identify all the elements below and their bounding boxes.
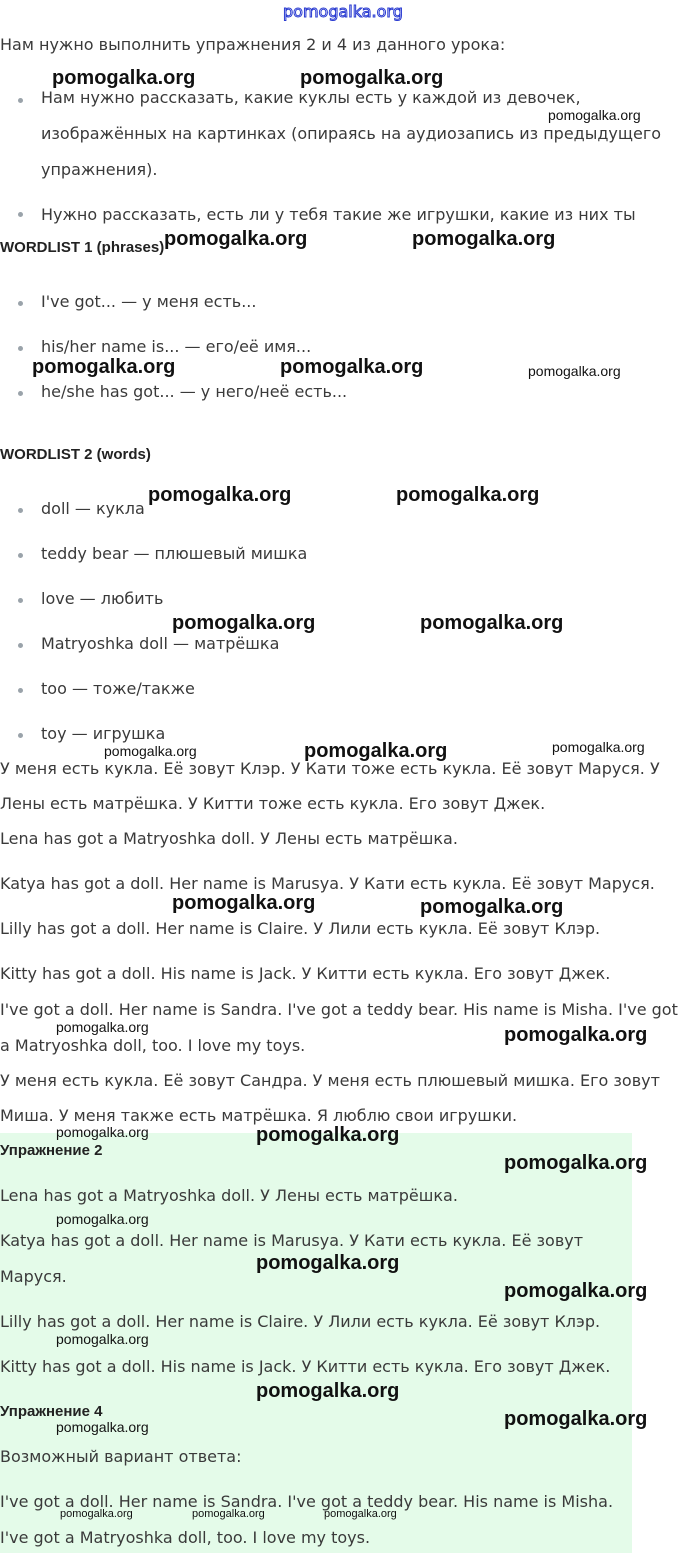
task-line: изображённых на картинках (опираясь на аудиозапись из предыдущего <box>41 124 662 143</box>
wordlist2-item: love — любить <box>41 589 164 608</box>
body-line: I've got a doll. Her name is Sandra. I've got a teddy bear. His name is Misha. I've got <box>0 1000 678 1019</box>
watermark: pomogalka.org <box>552 739 645 755</box>
body-line: Миша. У меня также есть матрёшка. Я люблю свои игрушки. <box>0 1106 518 1125</box>
bullet-icon <box>18 688 23 693</box>
exercise-4-line: Возможный вариант ответа: <box>0 1447 242 1466</box>
watermark: pomogalka.org <box>280 356 424 378</box>
wordlist2-item: teddy bear — плюшевый мишка <box>41 544 308 563</box>
watermark: pomogalka.org <box>56 1124 149 1140</box>
task-line: Нам нужно рассказать, какие куклы есть у каждой из девочек, <box>41 88 581 107</box>
wordlist2-item: Matryoshka doll — матрёшка <box>41 634 280 653</box>
watermark: pomogalka.org <box>528 363 621 379</box>
watermark: pomogalka.org <box>412 228 556 250</box>
bullet-icon <box>18 508 23 513</box>
body-line: Лены есть матрёшка. У Китти тоже есть кукла. Его зовут Джек. <box>0 794 546 813</box>
watermark: pomogalka.org <box>164 228 308 250</box>
bullet-icon <box>18 391 23 396</box>
body-line: a Matryoshka doll, too. I love my toys. <box>0 1036 306 1055</box>
watermark: pomogalka.org <box>56 1331 149 1347</box>
bullet-icon <box>18 212 23 217</box>
body-line: Kitty has got a doll. His name is Jack. У Китти есть кукла. Его зовут Джек. <box>0 964 611 983</box>
bullet-icon <box>18 598 23 603</box>
body-line: Lena has got a Matryoshka doll. У Лены есть матрёшка. <box>0 829 458 848</box>
watermark: pomogalka.org <box>504 1280 648 1302</box>
wordlist1-item: his/her name is... — его/её имя... <box>41 337 312 356</box>
exercise-4-title: Упражнение 4 <box>0 1403 103 1420</box>
watermark: pomogalka.org <box>420 612 564 634</box>
watermark: pomogalka.org <box>56 1211 149 1227</box>
intro-text: Нам нужно выполнить упражнения 2 и 4 из данного урока: <box>0 35 506 54</box>
wordlist1-item: he/she has got... — у него/неё есть... <box>41 382 348 401</box>
watermark: pomogalka.org <box>504 1024 648 1046</box>
watermark: pomogalka.org <box>256 1252 400 1274</box>
watermark: pomogalka.org <box>148 484 292 506</box>
watermark: pomogalka.org <box>256 1380 400 1402</box>
exercise-4-line: I've got a Matryoshka doll, too. I love my toys. <box>0 1528 371 1547</box>
watermark: pomogalka.org <box>56 1419 149 1435</box>
watermark: pomogalka.org <box>324 1508 397 1520</box>
wordlist2-item: toy — игрушка <box>41 724 166 743</box>
bullet-icon <box>18 643 23 648</box>
watermark: pomogalka.org <box>548 107 641 123</box>
bullet-icon <box>18 98 23 103</box>
body-line: У меня есть кукла. Её зовут Клэр. У Кати тоже есть кукла. Её зовут Маруся. У <box>0 759 660 778</box>
watermark: pomogalka.org <box>504 1152 648 1174</box>
wordlist1-title: WORDLIST 1 (phrases) <box>0 239 165 256</box>
watermark: pomogalka.org <box>104 743 197 759</box>
task-line: упражнения). <box>41 160 158 179</box>
watermark: pomogalka.org <box>56 1019 149 1035</box>
watermark: pomogalka.org <box>52 67 196 89</box>
bullet-icon <box>18 733 23 738</box>
watermark: pomogalka.org <box>172 892 316 914</box>
bullet-icon <box>18 553 23 558</box>
watermark: pomogalka.org <box>192 1508 265 1520</box>
watermark: pomogalka.org <box>300 67 444 89</box>
watermark: pomogalka.org <box>420 896 564 918</box>
exercise-2-line: Lilly has got a doll. Her name is Claire. У Лили есть кукла. Её зовут Клэр. <box>0 1312 601 1331</box>
watermark: pomogalka.org <box>504 1408 648 1430</box>
wordlist2-item: doll — кукла <box>41 499 145 518</box>
task-line: Нужно рассказать, есть ли у тебя такие же игрушки, какие из них ты <box>41 205 636 224</box>
watermark: pomogalka.org <box>304 740 448 762</box>
exercise-2-title: Упражнение 2 <box>0 1142 103 1159</box>
body-line: У меня есть кукла. Её зовут Сандра. У меня есть плюшевый мишка. Его зовут <box>0 1071 660 1090</box>
wordlist2-title: WORDLIST 2 (words) <box>0 446 151 463</box>
exercise-2-line: Katya has got a doll. Her name is Marusya. У Кати есть кукла. Её зовут <box>0 1231 584 1250</box>
exercise-2-line: Маруся. <box>0 1267 67 1286</box>
watermark: pomogalka.org <box>32 356 176 378</box>
watermark: pomogalka.org <box>172 612 316 634</box>
exercise-2-line: Lena has got a Matryoshka doll. У Лены есть матрёшка. <box>0 1186 458 1205</box>
site-logo[interactable]: pomogalka.org <box>283 2 403 21</box>
watermark: pomogalka.org <box>256 1124 400 1146</box>
wordlist2-item: too — тоже/также <box>41 679 195 698</box>
exercise-2-line: Kitty has got a doll. His name is Jack. У Китти есть кукла. Его зовут Джек. <box>0 1357 611 1376</box>
body-line: Lilly has got a doll. Her name is Claire. У Лили есть кукла. Её зовут Клэр. <box>0 919 601 938</box>
watermark: pomogalka.org <box>60 1508 133 1520</box>
watermark: pomogalka.org <box>396 484 540 506</box>
bullet-icon <box>18 346 23 351</box>
wordlist1-item: I've got... — у меня есть... <box>41 292 257 311</box>
body-line: Katya has got a doll. Her name is Marusya. У Кати есть кукла. Её зовут Маруся. <box>0 874 655 893</box>
exercise-4-line: I've got a doll. Her name is Sandra. I've got a teddy bear. His name is Misha. <box>0 1492 614 1511</box>
bullet-icon <box>18 301 23 306</box>
